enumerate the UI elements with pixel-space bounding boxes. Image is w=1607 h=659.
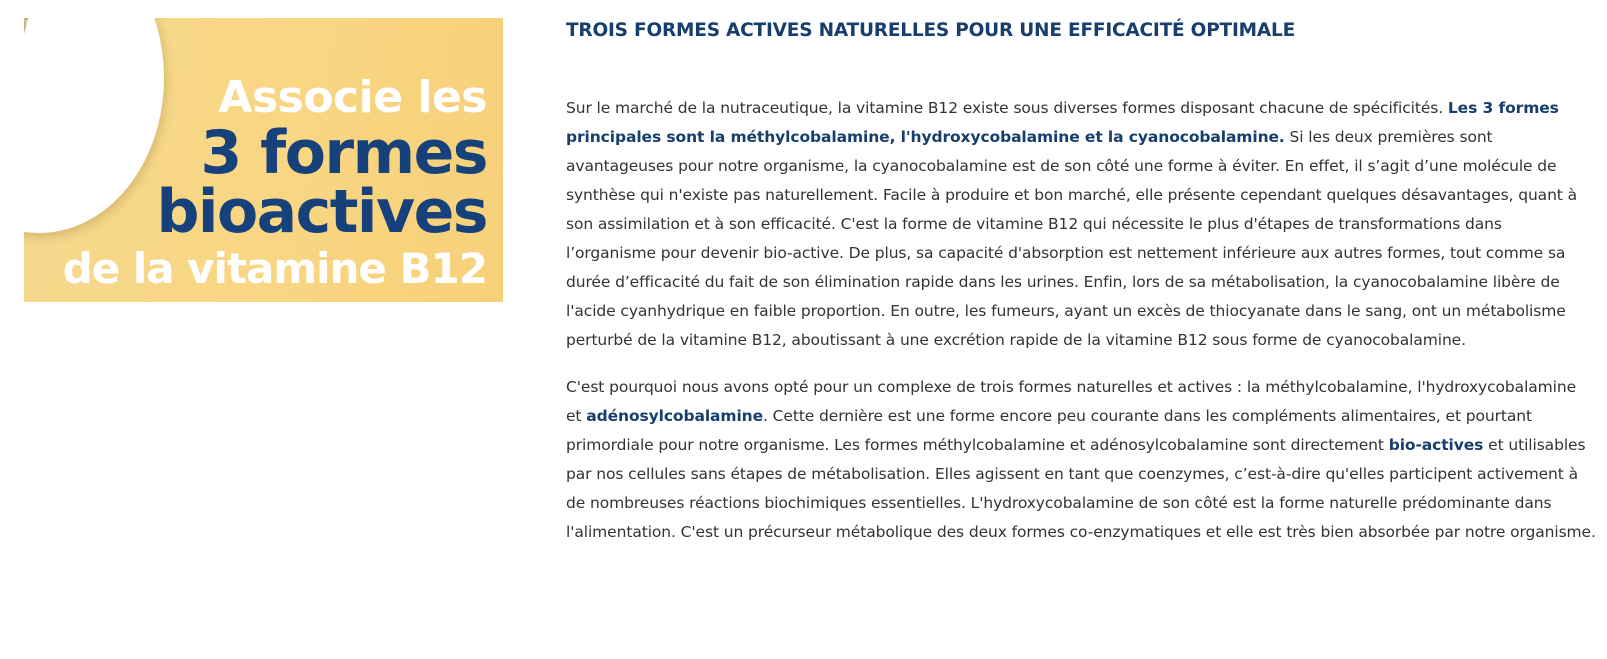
highlight-bio-actives: bio-actives <box>1388 436 1484 454</box>
paragraph-intro-text: Sur le marché de la nutraceutique, la vitamine B12 existe sous diverses formes disposant chacune de spécificités. <box>566 99 1444 117</box>
paragraph-forms-intro <box>566 94 1596 355</box>
promo-banner-image <box>24 18 503 302</box>
powder-image <box>24 18 32 123</box>
highlight-adenosylcobalamine: adénosylcobalamine <box>586 407 764 425</box>
paragraph-complex-text-1: C'est pourquoi nous avons opté pour un complexe de trois formes naturelles et actives : la méthylcobalamine, l'hydroxycobalamine et <box>566 378 1577 425</box>
banner-line-3-formes: 3 formes <box>200 118 487 188</box>
paragraph-complex <box>566 373 1596 547</box>
section-heading: TROIS FORMES ACTIVES NATURELLES POUR UNE EFFICACITÉ OPTIMALE <box>566 20 1296 41</box>
banner-line-bioactives: bioactives <box>156 176 487 247</box>
paragraph-body-text: Si les deux premières sont avantageuses pour notre organisme, la cyanocobalamine est de son côté une forme à éviter. En effet, il s’agit d’une molécule de synthèse qui n'existe pas naturellement. Facile à produire et bon marché, elle présente cependant quelques désavantages, quant à son assimilation et à son efficacité. C'est la forme de vitamine B12 qui nécessite le plus d'étapes de transformations dans l’organisme pour devenir bio-active. De plus, sa capacité d'absorption est nettement inférieure aux autres formes, tout comme sa durée d’efficacité du fait de son élimination rapide dans les urines. Enfin, lors de sa métabolisation, la cyanocobalamine libère de l'acide cyanhydrique en faible proportion. En outre, les fumeurs, ayant un excès de thiocyanate dans le sang, ont un métabolisme perturbé de la vitamine B12, aboutissant à une excrétion rapide de la vitamine B12 sous forme de cyanocobalamine. <box>566 128 1578 349</box>
highlight-three-forms: Les 3 formes principales sont la méthylcobalamine, l'hydroxycobalamine et la cyanocobalamine. <box>566 99 1559 146</box>
banner-line-associe: Associe les <box>218 72 487 123</box>
article-section <box>566 14 1596 547</box>
paragraph-complex-text-3: et utilisables par nos cellules sans étapes de métabolisation. Elles agissent en tant que coenzymes, c’est-à-dire qu'elles participent activement à de nombreuses réactions biochimiques essentielles. L'hydroxycobalamine de son côté est la forme naturelle prédominante dans l'alimentation. C'est un précurseur métabolique des deux formes co-enzymatiques et elle est très bien absorbée par notre organisme. <box>566 436 1596 541</box>
paragraph-complex-text-2: . Cette dernière est une forme encore peu courante dans les compléments alimentaires, et pourtant primordiale pour notre organisme. Les formes méthylcobalamine et adénosylcobalamine sont directement <box>566 407 1532 454</box>
banner-line-vitamine-b12: de la vitamine B12 <box>62 243 487 293</box>
banner-text <box>62 72 487 293</box>
